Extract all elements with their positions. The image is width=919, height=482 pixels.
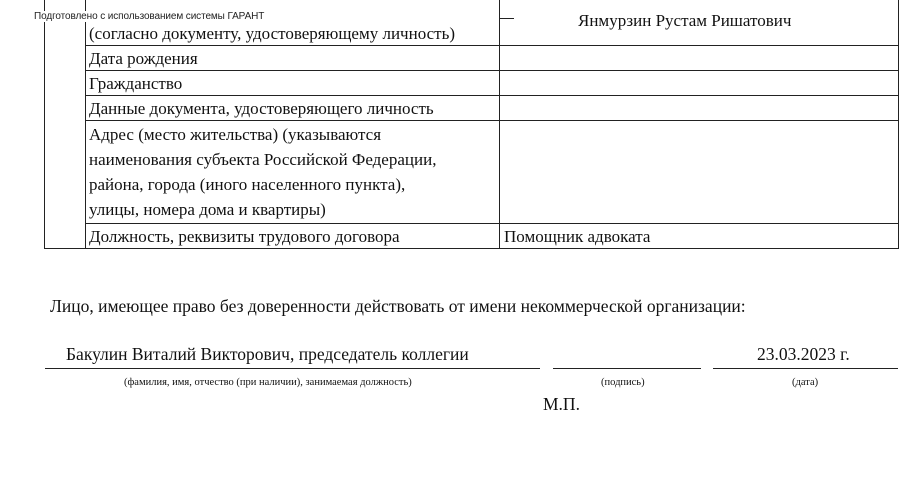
corner-mark — [500, 18, 514, 19]
authority-statement: Лицо, имеющее право без доверенности действовать от имени некоммерческой организации: — [50, 296, 746, 316]
row-label-position: Должность, реквизиты трудового договора — [89, 227, 400, 246]
row-value-position: Помощник адвоката — [504, 227, 651, 246]
signatory-line — [45, 368, 540, 369]
signature-line — [553, 368, 701, 369]
row-label-identity-note: (согласно документу, удостоверяющему личность) — [89, 24, 456, 43]
row-label-address-line: наименования субъекта Российской Федерации, — [89, 150, 437, 169]
signing-date: 23.03.2023 г. — [757, 344, 850, 364]
row-label-address-line: улицы, номера дома и квартиры) — [89, 200, 326, 219]
row-label-citizenship: Гражданство — [89, 74, 183, 93]
table-right-border — [898, 0, 899, 248]
row-divider — [85, 70, 899, 71]
signatory-caption: (фамилия, имя, отчество (при наличии), занимаемая должность) — [124, 377, 412, 388]
row-label-address-line: Адрес (место жительства) (указываются — [89, 125, 382, 144]
signature-block — [0, 344, 919, 374]
row-label-birth-date: Дата рождения — [89, 49, 198, 68]
row-label-address-line: района, города (иного населенного пункта), — [89, 175, 406, 194]
signatory-name: Бакулин Виталий Викторович, председатель коллегии — [66, 344, 469, 364]
table-value-col-border — [499, 0, 500, 248]
signature-caption: (подпись) — [601, 377, 645, 388]
table-label-col-border — [85, 0, 86, 248]
garant-header-note: Подготовлено с использованием системы ГАРАНТ — [34, 11, 265, 22]
table-left-border — [44, 0, 45, 248]
date-line — [713, 368, 898, 369]
full-name-value: Янмурзин Рустам Ришатович — [578, 11, 792, 30]
row-label-id-document: Данные документа, удостоверяющего личность — [89, 99, 434, 118]
stamp-placeholder: М.П. — [543, 394, 580, 414]
date-caption: (дата) — [792, 377, 819, 388]
